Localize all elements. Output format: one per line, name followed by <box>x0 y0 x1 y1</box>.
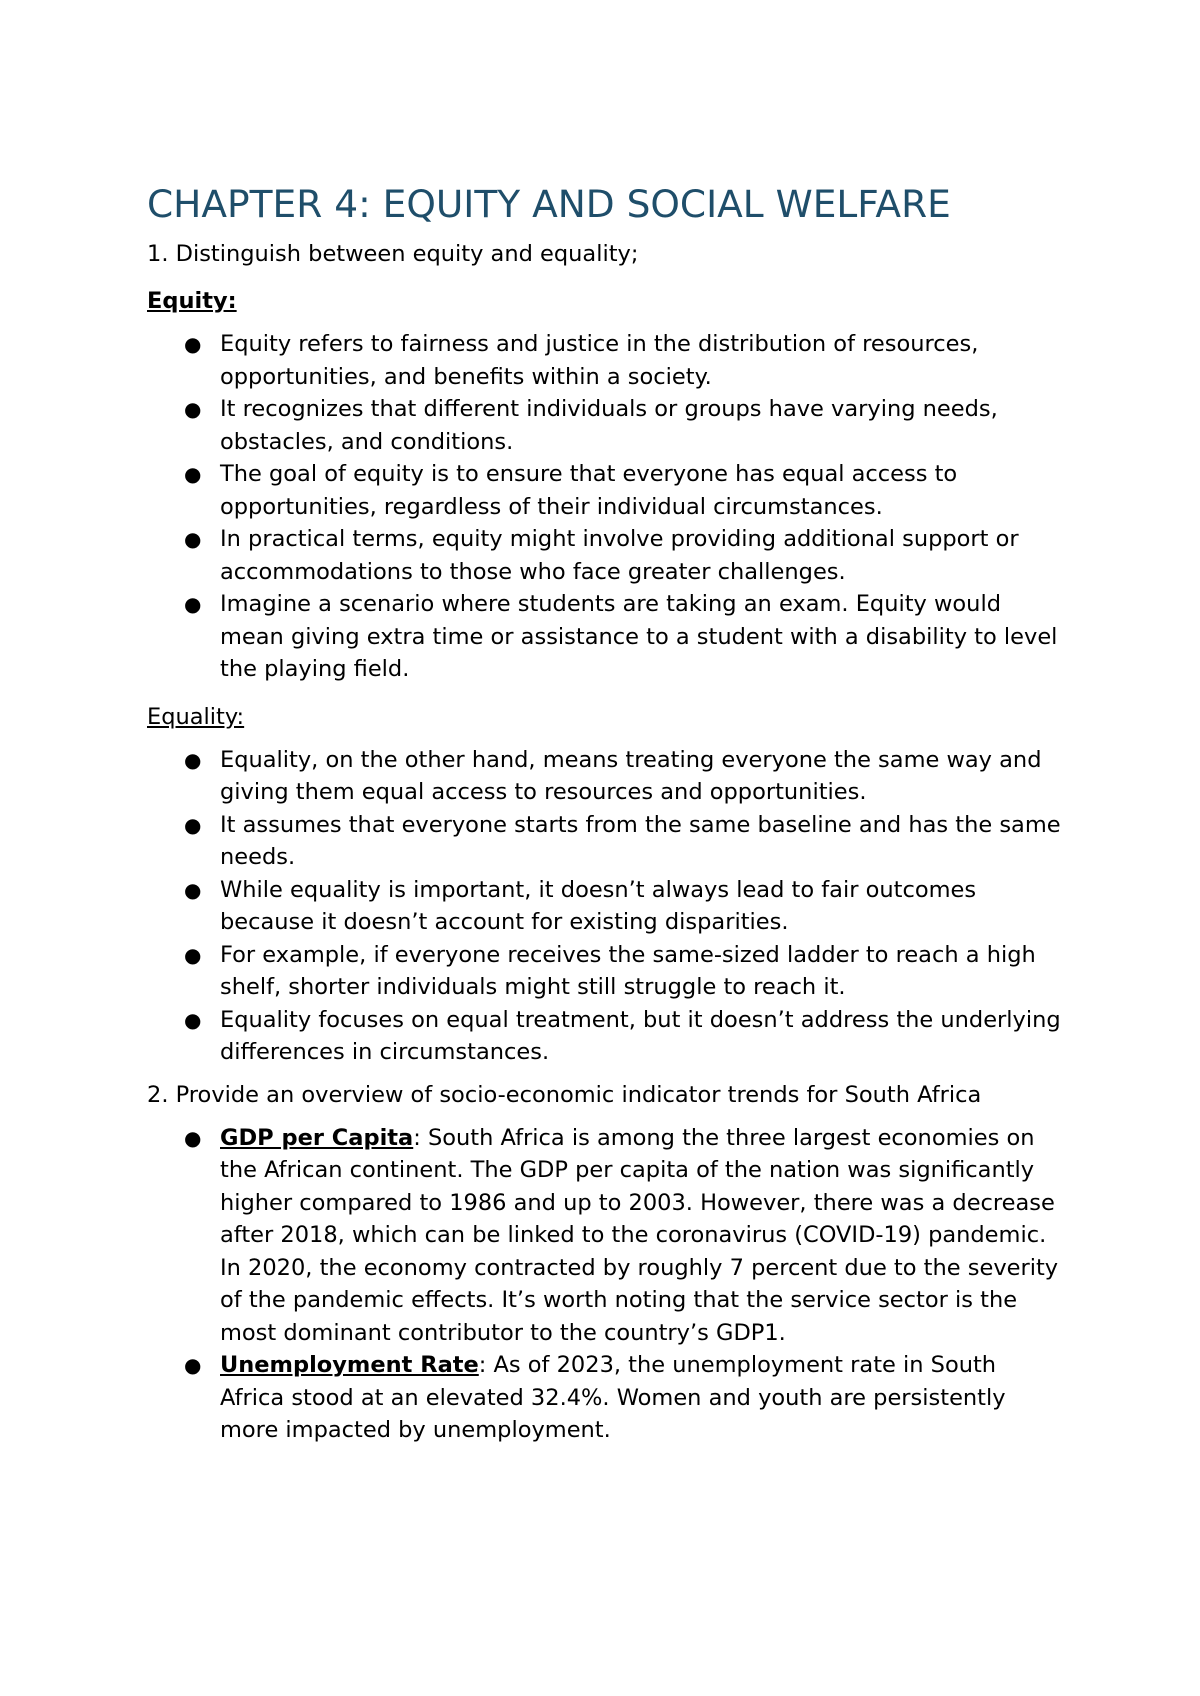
equality-heading: Equality: <box>147 703 245 730</box>
indicator-term: GDP per Capita <box>220 1124 414 1151</box>
bullet-icon: ● <box>184 1353 202 1377</box>
list-item: ● Equality focuses on equal treatment, but it doesn’t address the underlying differences in circumstances. <box>147 1004 1067 1069</box>
list-item: ● Equality, on the other hand, means treating everyone the same way and giving them equal access to resources and opportunities. <box>147 744 1067 809</box>
bullet-icon: ● <box>184 527 202 551</box>
equity-list <box>147 328 1067 686</box>
bullet-icon: ● <box>184 747 202 772</box>
list-item: ● In practical terms, equity might involve providing additional support or accommodations to those who face greater challenges. <box>147 523 1067 588</box>
document-page <box>147 180 1067 1447</box>
bullet-icon: ● <box>184 592 202 616</box>
bullet-icon: ● <box>184 332 202 356</box>
question-2: 2. Provide an overview of socio-economic indicator trends for South Africa <box>147 1081 982 1108</box>
indicator-term: Unemployment Rate <box>220 1352 479 1378</box>
bullet-icon: ● <box>184 462 202 486</box>
bullet-icon: ● <box>184 942 202 967</box>
indicator-text: : South Africa is among the three largest economies on the African continent. The GDP per capita of the nation was significantly higher compared to 1986 and up to 2003. However, there was a decrease after 2018, which can be linked to the coronavirus (COVID-19) pandemic. In 2020, the economy contracted by roughly 7 percent due to the severity of the pandemic effects. It’s worth noting that the service sector is the most dominant contributor to the country’s GDP1. <box>220 1124 1059 1346</box>
list-item: ● The goal of equity is to ensure that everyone has equal access to opportunities, regardless of their individual circumstances. <box>147 458 1067 523</box>
indicator-unemployment <box>147 1349 1067 1447</box>
list-item: ● Equity refers to fairness and justice in the distribution of resources, opportunities, and benefits within a society. <box>147 328 1067 393</box>
question-1: 1. Distinguish between equity and equality; <box>147 241 639 267</box>
chapter-title: CHAPTER 4: EQUITY AND SOCIAL WELFARE <box>147 182 951 226</box>
list-item: ● While equality is important, it doesn’t always lead to fair outcomes because it doesn’t account for existing disparities. <box>147 874 1067 939</box>
equity-heading: Equity: <box>147 288 237 314</box>
indicator-list <box>147 1122 1067 1447</box>
list-item: ● It assumes that everyone starts from the same baseline and has the same needs. <box>147 809 1067 874</box>
bullet-icon: ● <box>184 1007 202 1032</box>
indicator-text: : As of 2023, the unemployment rate in South Africa stood at an elevated 32.4%. Women and youth are persistently more impacted by unemployment. <box>220 1352 1006 1443</box>
bullet-icon: ● <box>184 397 202 421</box>
list-item: ● Imagine a scenario where students are taking an exam. Equity would mean giving extra time or assistance to a student with a disability to level the playing field. <box>147 588 1067 686</box>
list-item: ● For example, if everyone receives the same-sized ladder to reach a high shelf, shorter individuals might still struggle to reach it. <box>147 939 1067 1004</box>
list-item: ● It recognizes that different individuals or groups have varying needs, obstacles, and conditions. <box>147 393 1067 458</box>
bullet-icon: ● <box>184 1125 202 1150</box>
equality-list <box>147 744 1067 1069</box>
bullet-icon: ● <box>184 877 202 902</box>
bullet-icon: ● <box>184 812 202 837</box>
indicator-gdp <box>147 1122 1067 1350</box>
